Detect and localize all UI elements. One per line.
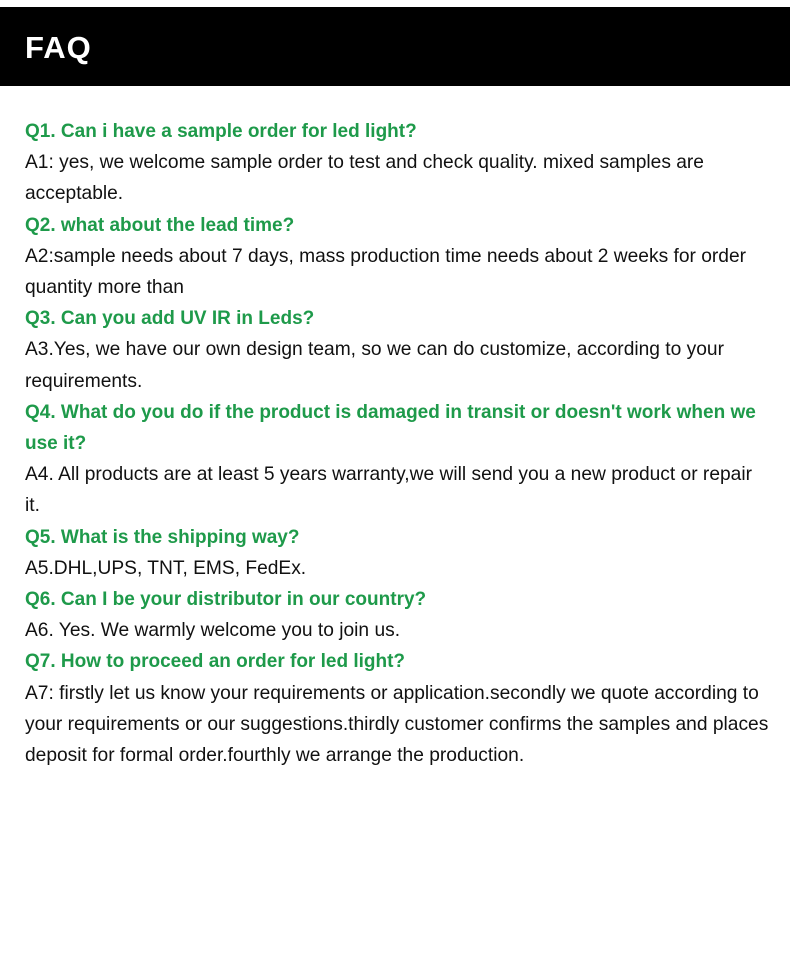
faq-question-4: Q4. What do you do if the product is damaged in transit or doesn't work when we use it?	[25, 401, 756, 455]
faq-answer-4: A4. All products are at least 5 years warranty,we will send you a new product or repair it.	[25, 464, 752, 517]
faq-list	[25, 116, 770, 771]
faq-answer-5: A5.DHL,UPS, TNT, EMS, FedEx.	[25, 557, 307, 579]
faq-answer-1: A1: yes, we welcome sample order to test and check quality. mixed samples are acceptable.	[25, 152, 704, 205]
faq-header-bar	[0, 7, 790, 86]
faq-answer-6: A6. Yes. We warmly welcome you to join us.	[25, 620, 401, 642]
faq-question-7: Q7. How to proceed an order for led light?	[25, 651, 406, 673]
faq-question-2: Q2. what about the lead time?	[25, 214, 295, 236]
faq-question-6: Q6. Can I be your distributor in our country?	[25, 589, 427, 611]
faq-question-5: Q5. What is the shipping way?	[25, 526, 300, 548]
faq-answer-7: A7: firstly let us know your requirements or application.secondly we quote according to your requirements or our suggestions.thirdly customer confirms the samples and places deposit for formal order.fourthly we arrange the production.	[25, 682, 769, 767]
faq-answer-3: A3.Yes, we have our own design team, so we can do customize, according to your requirements.	[25, 339, 724, 392]
faq-answer-2: A2:sample needs about 7 days, mass production time needs about 2 weeks for order quantity more than	[25, 245, 747, 299]
faq-question-3: Q3. Can you add UV IR in Leds?	[25, 308, 315, 330]
faq-question-1: Q1. Can i have a sample order for led light?	[25, 121, 417, 142]
page-title: FAQ	[25, 30, 92, 65]
